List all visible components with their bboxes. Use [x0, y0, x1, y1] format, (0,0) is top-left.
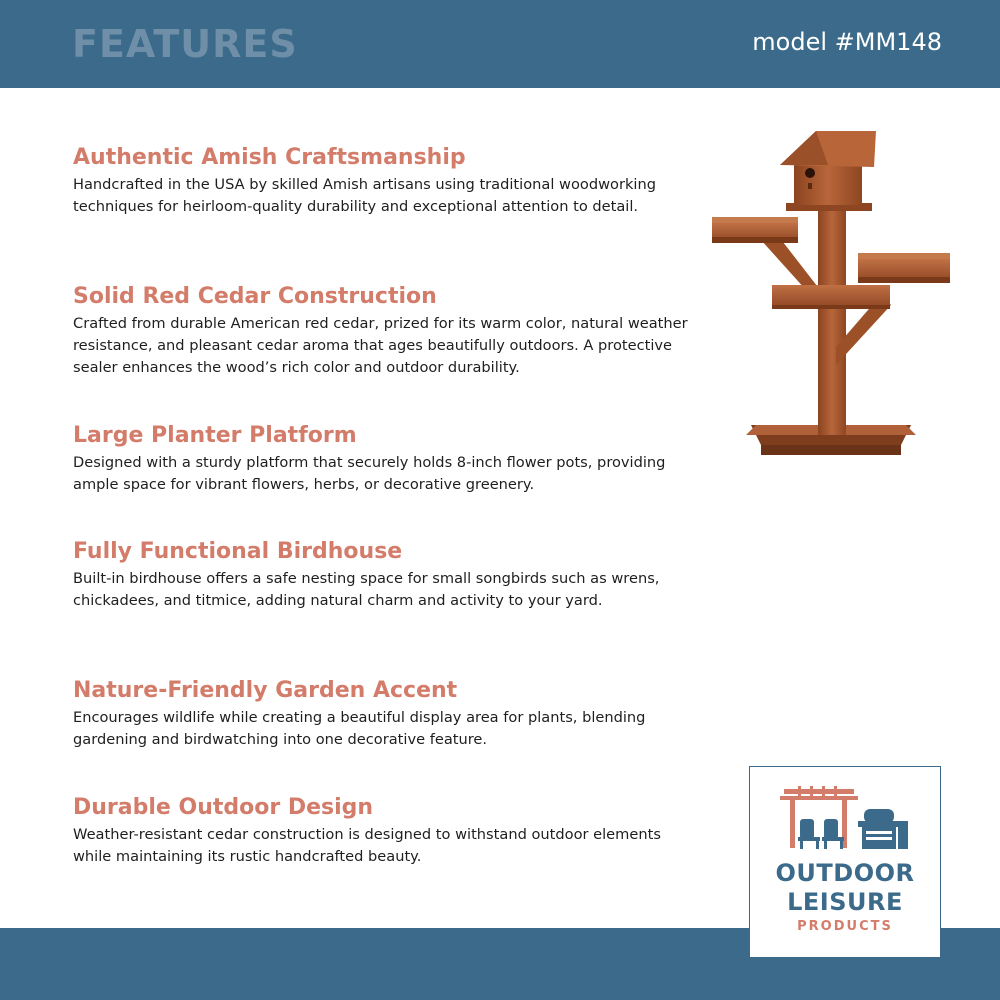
- page-title: FEATURES: [72, 22, 298, 66]
- pergola-chairs-grill-icon: [778, 785, 914, 855]
- feature-title: Nature-Friendly Garden Accent: [73, 678, 458, 703]
- feature-description: Weather-resistant cedar construction is designed to withstand outdoor elements while maintaining its rustic handcrafted beauty.: [73, 826, 661, 865]
- feature-title: Fully Functional Birdhouse: [73, 539, 403, 564]
- logo-text-products: PRODUCTS: [797, 919, 893, 934]
- feature-description: Handcrafted in the USA by skilled Amish artisans using traditional woodworking techniques for heirloom-quality durability and exceptional attention to detail.: [73, 176, 656, 215]
- feature-description: Crafted from durable American red cedar, prized for its warm color, natural weather resistance, and pleasant cedar aroma that ages beautifully outdoors. A protective sealer enhances the wood’s rich color and outdoor durability.: [73, 315, 688, 376]
- logo-text-outdoor: OUTDOOR: [775, 859, 915, 887]
- brand-logo: [749, 766, 941, 958]
- feature-title: Large Planter Platform: [73, 423, 357, 448]
- feature-item: [73, 537, 713, 612]
- logo-text-leisure: LEISURE: [787, 888, 903, 916]
- feature-description: Encourages wildlife while creating a beautiful display area for plants, blending gardening and birdwatching into one decorative feature.: [73, 709, 646, 748]
- feature-title: Solid Red Cedar Construction: [73, 284, 437, 309]
- feature-item: [73, 282, 713, 379]
- feature-item: [73, 143, 713, 218]
- feature-item: [73, 676, 713, 751]
- product-image: [706, 125, 956, 475]
- feature-title: Durable Outdoor Design: [73, 795, 374, 820]
- feature-item: [73, 421, 713, 496]
- feature-description: Designed with a sturdy platform that securely holds 8-inch flower pots, providing ample space for vibrant flowers, herbs, or decorative greenery.: [73, 454, 666, 493]
- feature-description: Built-in birdhouse offers a safe nesting space for small songbirds such as wrens, chickadees, and titmice, adding natural charm and activity to your yard.: [73, 570, 660, 609]
- header-bar: [0, 0, 1000, 88]
- feature-title: Authentic Amish Craftsmanship: [73, 145, 466, 170]
- model-number: model #MM148: [752, 28, 942, 56]
- feature-item: [73, 793, 713, 868]
